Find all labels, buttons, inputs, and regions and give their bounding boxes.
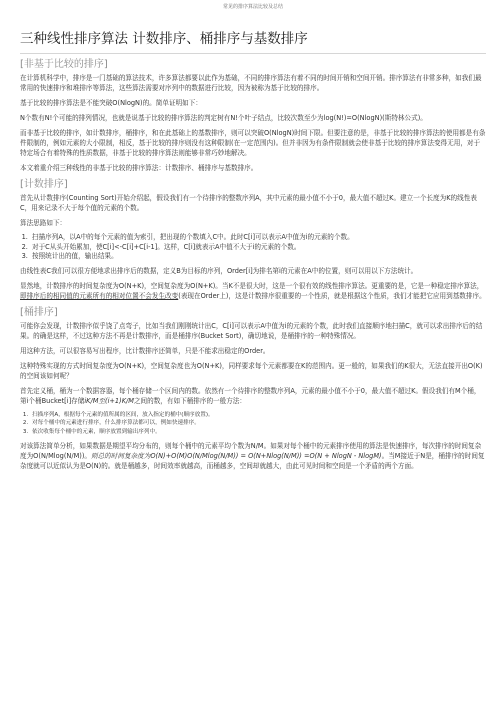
paragraph — [20, 281, 486, 301]
list-item: 3. 依次收集每个桶中的元素，顺序放置到输出序列中。 — [30, 428, 486, 437]
list-item: 1. 扫描序列A，以A中的每个元素的值为索引，把出现的个数填入C中。此时C[i]可以表示A中值为i的元素的个数。 — [30, 233, 486, 243]
section-heading-non-comparison: [非基于比较的排序] — [20, 59, 108, 70]
paragraph: 用这种方法，可以很容易写出程序，比计数排序还简单，只是不能求出稳定的Order。 — [20, 346, 270, 355]
paragraph: 而非基于比较的排序，如计数排序，桶排序，和在此基础上的基数排序，则可以突破O(NlogN)时间下限。但要注意的是，非基于比较的排序算法的使用都是有条件限制的，例如元素的大小限制，相反，基于比较的排序则没有这种限制(在一定范围内)。但并非因为有条件限制就会使非基于比较的排序算法变得无用，对于特定场合有着特殊的性质数据，非基于比较的排序算法则能够非常巧妙地解决。 — [20, 129, 486, 157]
list-item: 2. 对每个桶中的元素进行排序，什么排序算法都可以，例如快速排序。 — [30, 419, 486, 428]
paragraph — [20, 386, 486, 406]
list-item: 2. 对于C从头开始累加，使C[i]<-C[i]+C[i-1]。这样，C[i]就表示A中值不大于i的元素的个数。 — [30, 243, 486, 253]
paragraph: 算法思路如下： — [20, 219, 67, 227]
text-span: 首先定义桶，桶为一个数据容器，每个桶存储一个区间内的数。依然有一个待排序的整数序列A，元素的最小值不小于0，最大值不超过K。假设我们有M个桶，第i个桶Bucket[i]存储 — [20, 386, 481, 405]
counting-steps-list — [20, 233, 486, 262]
paragraph: 在计算机科学中，排序是一门基础的算法技术，许多算法都要以此作为基础，不同的排序算法有着不同的时间开销和空间开销。排序算法有非常多种，如我们最常用的快速排序和堆排序等算法，这些算法需要对序列中的数据进行比较，因为被称为基于比较的排序。 — [20, 74, 482, 92]
list-item: 1. 扫描序列A，根据每个元素的值所属的区间，放入指定的桶中(顺序放置)。 — [30, 411, 486, 420]
text-span: (表现在Order上)，这是计数排序很重要的一个性质，就是根据这个性质，我们才能把它应用到基数排序。 — [178, 291, 486, 300]
paragraph: 由线性表C我们可以很方便地求出排序后的数据，定义B为目标的序列，Order[i]为排名第i的元素在A中的位置，则可以用以下方法统计。 — [20, 266, 418, 275]
text-span: 显然地，计数排序的时间复杂度为O(N+K)，空间复杂度为O(N+K)。当K不是很大时，这是一个很有效的线性排序算法。更重要的是，它是一种稳定排序算法， — [20, 281, 484, 290]
section-heading-counting-sort: [计数排序] — [20, 179, 68, 190]
paragraph: 首先从计数排序(Counting Sort)开始介绍起，假设我们有一个待排序的整数序列A，其中元素的最小值不小于0，最大值不超过K。建立一个长度为K的线性表C，用来记录不大于每个值的元素的个数。 — [20, 194, 477, 212]
list-item: 3. 按照统计出的值，输出结果。 — [30, 252, 486, 262]
paragraph — [20, 441, 486, 471]
paragraph: 基于比较的排序算法是不能突破O(NlogN)的。简单证明如下： — [20, 99, 202, 107]
text-span: 之间的数，有如下桶排序的一般方法： — [133, 396, 247, 405]
running-header: 常见的排序算法比较及总结 — [222, 4, 283, 10]
page-title: 三种线性排序算法 计数排序、桶排序与基数排序 — [20, 31, 308, 47]
paragraph: 可能你会发现，计数排序似乎饶了点弯子，比如当我们刚刚统计出C，C[i]可以表示A中值为i的元素的个数，此时我们直接顺序地扫描C，就可以求出排序后的结果。的确是这样，不过这种方法不再是计数排序，而是桶排序(Bucket Sort)，确切地说，是桶排序的一种特殊情况。 — [20, 321, 483, 340]
text-span: 对该算法简单分析，如果数据是期望平均分布的，则每个桶中的元素平均个数为N/M。如果对每个桶中的元素排序使用的算法是快速排序，每次排序的时间复杂度为O(N/Mlog(N/M))。 — [20, 441, 482, 460]
paragraph: 本文着重介绍三种线性的非基于比较的排序算法：计数排序、桶排序与基数排序。 — [20, 164, 258, 172]
paragraph: N个数有N!个可能的排列情况，也就是说基于比较的排序算法的判定树有N!个叶子结点，比较次数至少为log(N!)=O(NlogN)(斯特林公式)。 — [20, 114, 427, 122]
text-span: 。当M接近于N是，桶排序的时间复杂度就可以近似认为是O(N)的。就是桶越多，时间效率就越高，而桶越多，空间却就越大，由此可见时间和空间是一个矛盾的两个方面。 — [20, 451, 485, 470]
paragraph: 这种特殊实现的方式时间复杂度为O(N+K)，空间复杂度也为O(N+K)，同样要求每个元素都要在K的范围内。更一般的，如果我们的K很大，无法直接开出O(K)的空间该如何呢？ — [20, 361, 483, 380]
underlined-text: 即排序后的相同值的元素所有的相对位置不会发生改变 — [20, 291, 179, 300]
bucket-steps-list — [20, 411, 486, 437]
section-heading-bucket-sort: [桶排序] — [20, 306, 58, 318]
italic-text: iK/M至(i+1)K/M — [84, 396, 134, 405]
italic-formula: 则总的时间复杂度为O(N)+O(M)O(N/Mlog(N/M)) = O(N+Nlog(N/M)) =O(N + NlogN - NlogM) — [91, 451, 382, 460]
title-divider — [20, 53, 486, 54]
